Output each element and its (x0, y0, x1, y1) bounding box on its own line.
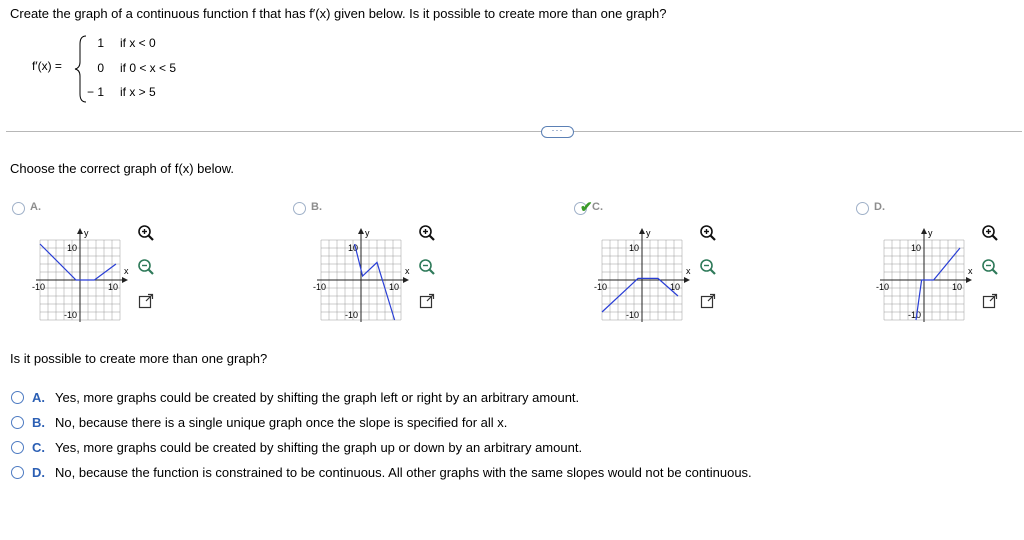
checkmark-icon: ✔ (580, 199, 593, 216)
x-axis-arrow (122, 277, 128, 283)
y-axis-arrow (639, 228, 645, 234)
zoom-in-icon[interactable] (699, 224, 717, 242)
x-tick-label: -10 (594, 282, 608, 292)
popout-icon[interactable] (981, 292, 999, 310)
y-axis-arrow (77, 228, 83, 234)
answer-text: Yes, more graphs could be created by shifting the graph up or down by an arbitrary amount. (55, 440, 583, 455)
case-condition: if x < 0 (120, 36, 156, 50)
section-divider (6, 131, 1022, 132)
radio-button[interactable] (11, 391, 24, 404)
zoom-out-icon[interactable] (981, 258, 999, 276)
x-tick-label: -10 (313, 282, 327, 292)
question-prompt: Create the graph of a continuous function f that has f′(x) given below. Is it possible to create more than one graph? (10, 6, 667, 21)
function-curve (602, 278, 681, 312)
answer-text: No, because the function is constrained to be continuous. All other graphs with the same slopes would not be continuous. (55, 465, 752, 480)
x-axis-label: x (405, 266, 410, 276)
radio-button[interactable] (856, 202, 869, 215)
option-letter: A. (30, 201, 41, 213)
zoom-out-icon[interactable] (137, 258, 155, 276)
radio-button[interactable] (12, 202, 25, 215)
case-value: 0 (97, 61, 104, 75)
x-axis-label: x (124, 266, 129, 276)
function-curve (40, 244, 116, 280)
radio-button[interactable] (293, 202, 306, 215)
graph-option-a[interactable] (12, 200, 172, 330)
y-tick-label: 10 (628, 243, 639, 253)
function-label: f′(x) = (32, 59, 62, 73)
x-tick-label: 10 (952, 282, 963, 292)
y-axis-label: y (365, 228, 370, 238)
option-letter: D. (874, 201, 885, 213)
y-tick-label: 10 (910, 243, 921, 253)
x-tick-label: 10 (389, 282, 400, 292)
part2-prompt: Is it possible to create more than one graph? (10, 351, 268, 366)
y-axis-label: y (84, 228, 89, 238)
x-axis-arrow (403, 277, 409, 283)
zoom-in-icon[interactable] (137, 224, 155, 242)
option-letter: B. (311, 201, 322, 213)
y-tick-label: 10 (66, 243, 77, 253)
popout-icon[interactable] (137, 292, 155, 310)
part1-prompt: Choose the correct graph of f(x) below. (10, 161, 235, 176)
x-tick-label: 10 (108, 282, 119, 292)
graph-thumbnail[interactable] (32, 222, 142, 322)
x-tick-label: -10 (876, 282, 890, 292)
x-tick-label: 10 (670, 282, 681, 292)
y-tick-label: -10 (907, 310, 921, 320)
popout-icon[interactable] (418, 292, 436, 310)
answer-letter: D. (32, 465, 45, 480)
option-letter: C. (592, 201, 603, 213)
y-axis-arrow (921, 228, 927, 234)
answer-text: No, because there is a single unique graph once the slope is specified for all x. (55, 415, 508, 430)
zoom-out-icon[interactable] (699, 258, 717, 276)
case-value: 1 (97, 36, 104, 50)
zoom-in-icon[interactable] (418, 224, 436, 242)
graph-thumbnail[interactable] (876, 222, 986, 322)
x-axis-label: x (686, 266, 691, 276)
case-condition: if x > 5 (120, 85, 156, 99)
answer-letter: A. (32, 390, 45, 405)
popout-icon[interactable] (699, 292, 717, 310)
answer-letter: B. (32, 415, 45, 430)
radio-button[interactable] (11, 441, 24, 454)
y-axis-arrow (358, 228, 364, 234)
x-axis-arrow (966, 277, 972, 283)
y-tick-label: 10 (347, 243, 358, 253)
graph-thumbnail[interactable] (594, 222, 704, 322)
zoom-out-icon[interactable] (418, 258, 436, 276)
more-button[interactable]: ··· (541, 126, 574, 138)
case-condition: if 0 < x < 5 (120, 61, 177, 75)
graph-option-c[interactable] (574, 200, 734, 330)
answer-letter: C. (32, 440, 45, 455)
y-axis-label: y (928, 228, 933, 238)
x-axis-arrow (684, 277, 690, 283)
graph-option-b[interactable] (293, 200, 453, 330)
zoom-in-icon[interactable] (981, 224, 999, 242)
y-axis-label: y (646, 228, 651, 238)
x-axis-label: x (968, 266, 973, 276)
radio-button[interactable] (11, 466, 24, 479)
graph-option-d[interactable] (856, 200, 1016, 330)
piecewise-definition (32, 32, 232, 104)
x-tick-label: -10 (32, 282, 46, 292)
y-tick-label: -10 (625, 310, 639, 320)
answer-text: Yes, more graphs could be created by shifting the graph left or right by an arbitrary amount. (55, 390, 580, 405)
radio-button[interactable] (11, 416, 24, 429)
graph-thumbnail[interactable] (313, 222, 423, 322)
y-tick-label: -10 (344, 310, 358, 320)
case-value: − 1 (86, 85, 104, 99)
y-tick-label: -10 (63, 310, 77, 320)
